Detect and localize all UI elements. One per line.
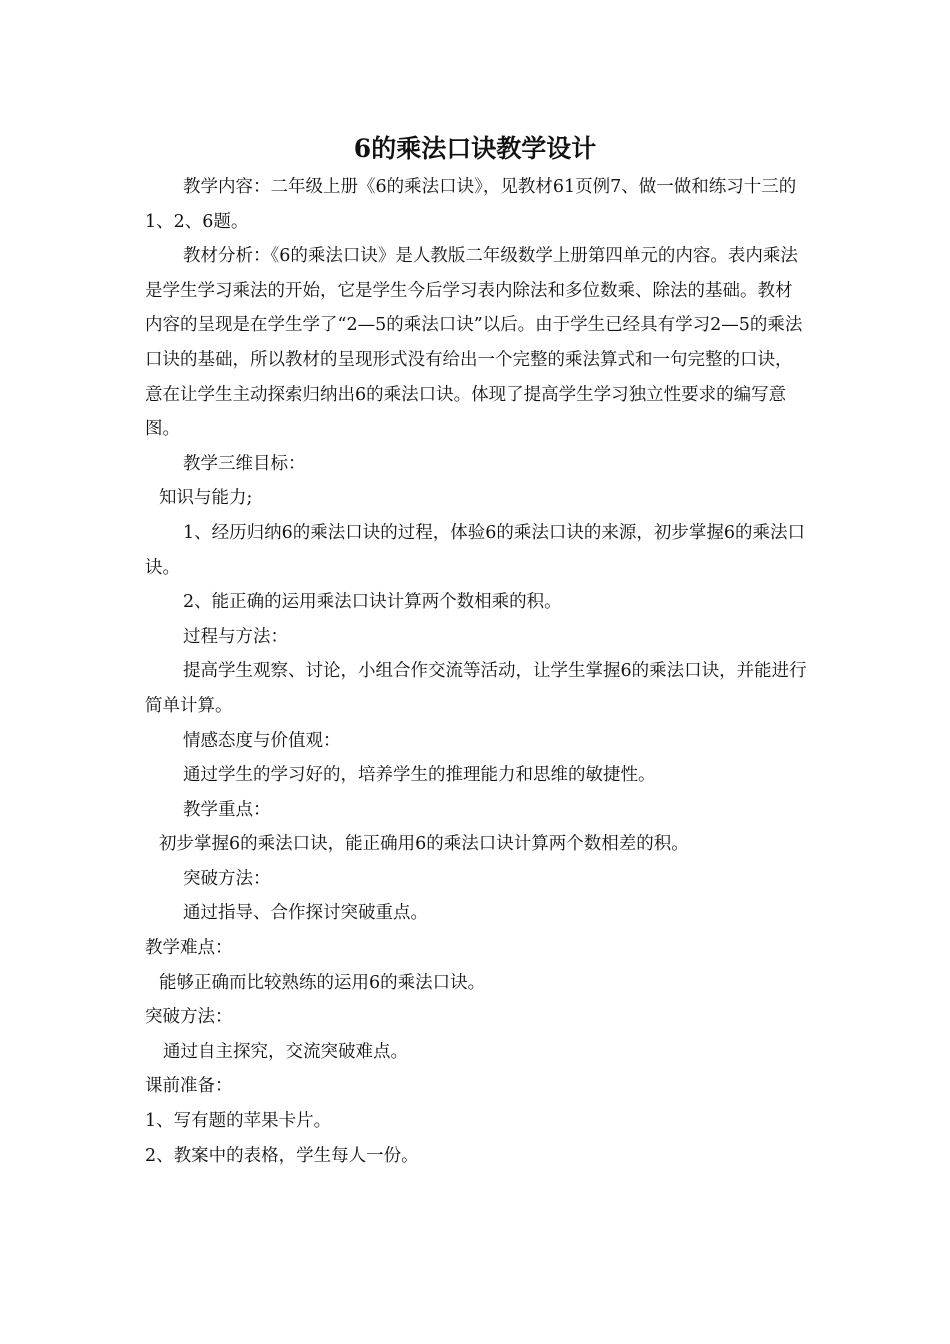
heading-three-dimensional-goals: 教学三维目标：	[183, 453, 306, 474]
paragraph-preparation-1: 1、写有题的苹果卡片。	[145, 1111, 332, 1132]
document-body	[145, 170, 809, 1173]
paragraph-material-analysis: 教材分析：《6的乘法口诀》是人教版二年级数学上册第四单元的内容。表内乘法是学生学习乘法的开始，它是学生今后学习表内除法和多位数乘、除法的基础。教材内容的呈现是在学生学了“2—5的乘法口诀”以后。由于学生已经具有学习2—5的乘法口诀的基础，所以教材的呈现形式没有给出一个完整的乘法算式和一句完整的口诀，意在让学生主动探索归纳出6的乘法口诀。体现了提高学生学习独立性要求的编写意图。	[145, 246, 803, 440]
paragraph-key-points: 初步掌握6的乘法口诀，能正确用6的乘法口诀计算两个数相差的积。	[159, 834, 689, 855]
heading-preparation: 课前准备：	[145, 1076, 233, 1097]
paragraph-goal-1: 1、经历归纳6的乘法口诀的过程，体验6的乘法口诀的来源，初步掌握6的乘法口诀。	[145, 522, 806, 578]
document-title: 6的乘法口诀教学设计	[353, 134, 597, 163]
paragraph-breakthrough-method-1: 通过指导、合作探讨突破重点。	[183, 903, 428, 924]
heading-process-method: 过程与方法：	[183, 626, 288, 647]
paragraph-difficulties: 能够正确而比较熟练的运用6的乘法口诀。	[159, 972, 486, 993]
paragraph-breakthrough-method-2: 通过自主探究，交流突破难点。	[163, 1041, 408, 1062]
paragraph-preparation-2: 2、教案中的表格，学生每人一份。	[145, 1145, 419, 1166]
paragraph-goal-2: 2、能正确的运用乘法口诀计算两个数相乘的积。	[183, 592, 562, 613]
paragraph-teaching-content: 教学内容：二年级上册《6的乘法口诀》，见教材61页例7、做一做和练习十三的1、2、6题。	[145, 177, 797, 232]
paragraph-process-method: 提高学生观察、讨论，小组合作交流等活动，让学生掌握6的乘法口诀，并能进行简单计算。	[145, 661, 807, 716]
heading-emotion-values: 情感态度与价值观：	[183, 730, 341, 751]
paragraph-emotion-values: 通过学生的学习好的，培养学生的推理能力和思维的敏捷性。	[183, 765, 656, 786]
heading-key-points: 教学重点：	[183, 799, 271, 820]
heading-breakthrough-method-1: 突破方法：	[183, 868, 271, 889]
heading-knowledge-ability: 知识与能力;	[159, 488, 253, 509]
heading-difficulties: 教学难点：	[145, 938, 233, 959]
heading-breakthrough-method-2: 突破方法：	[145, 1007, 233, 1028]
